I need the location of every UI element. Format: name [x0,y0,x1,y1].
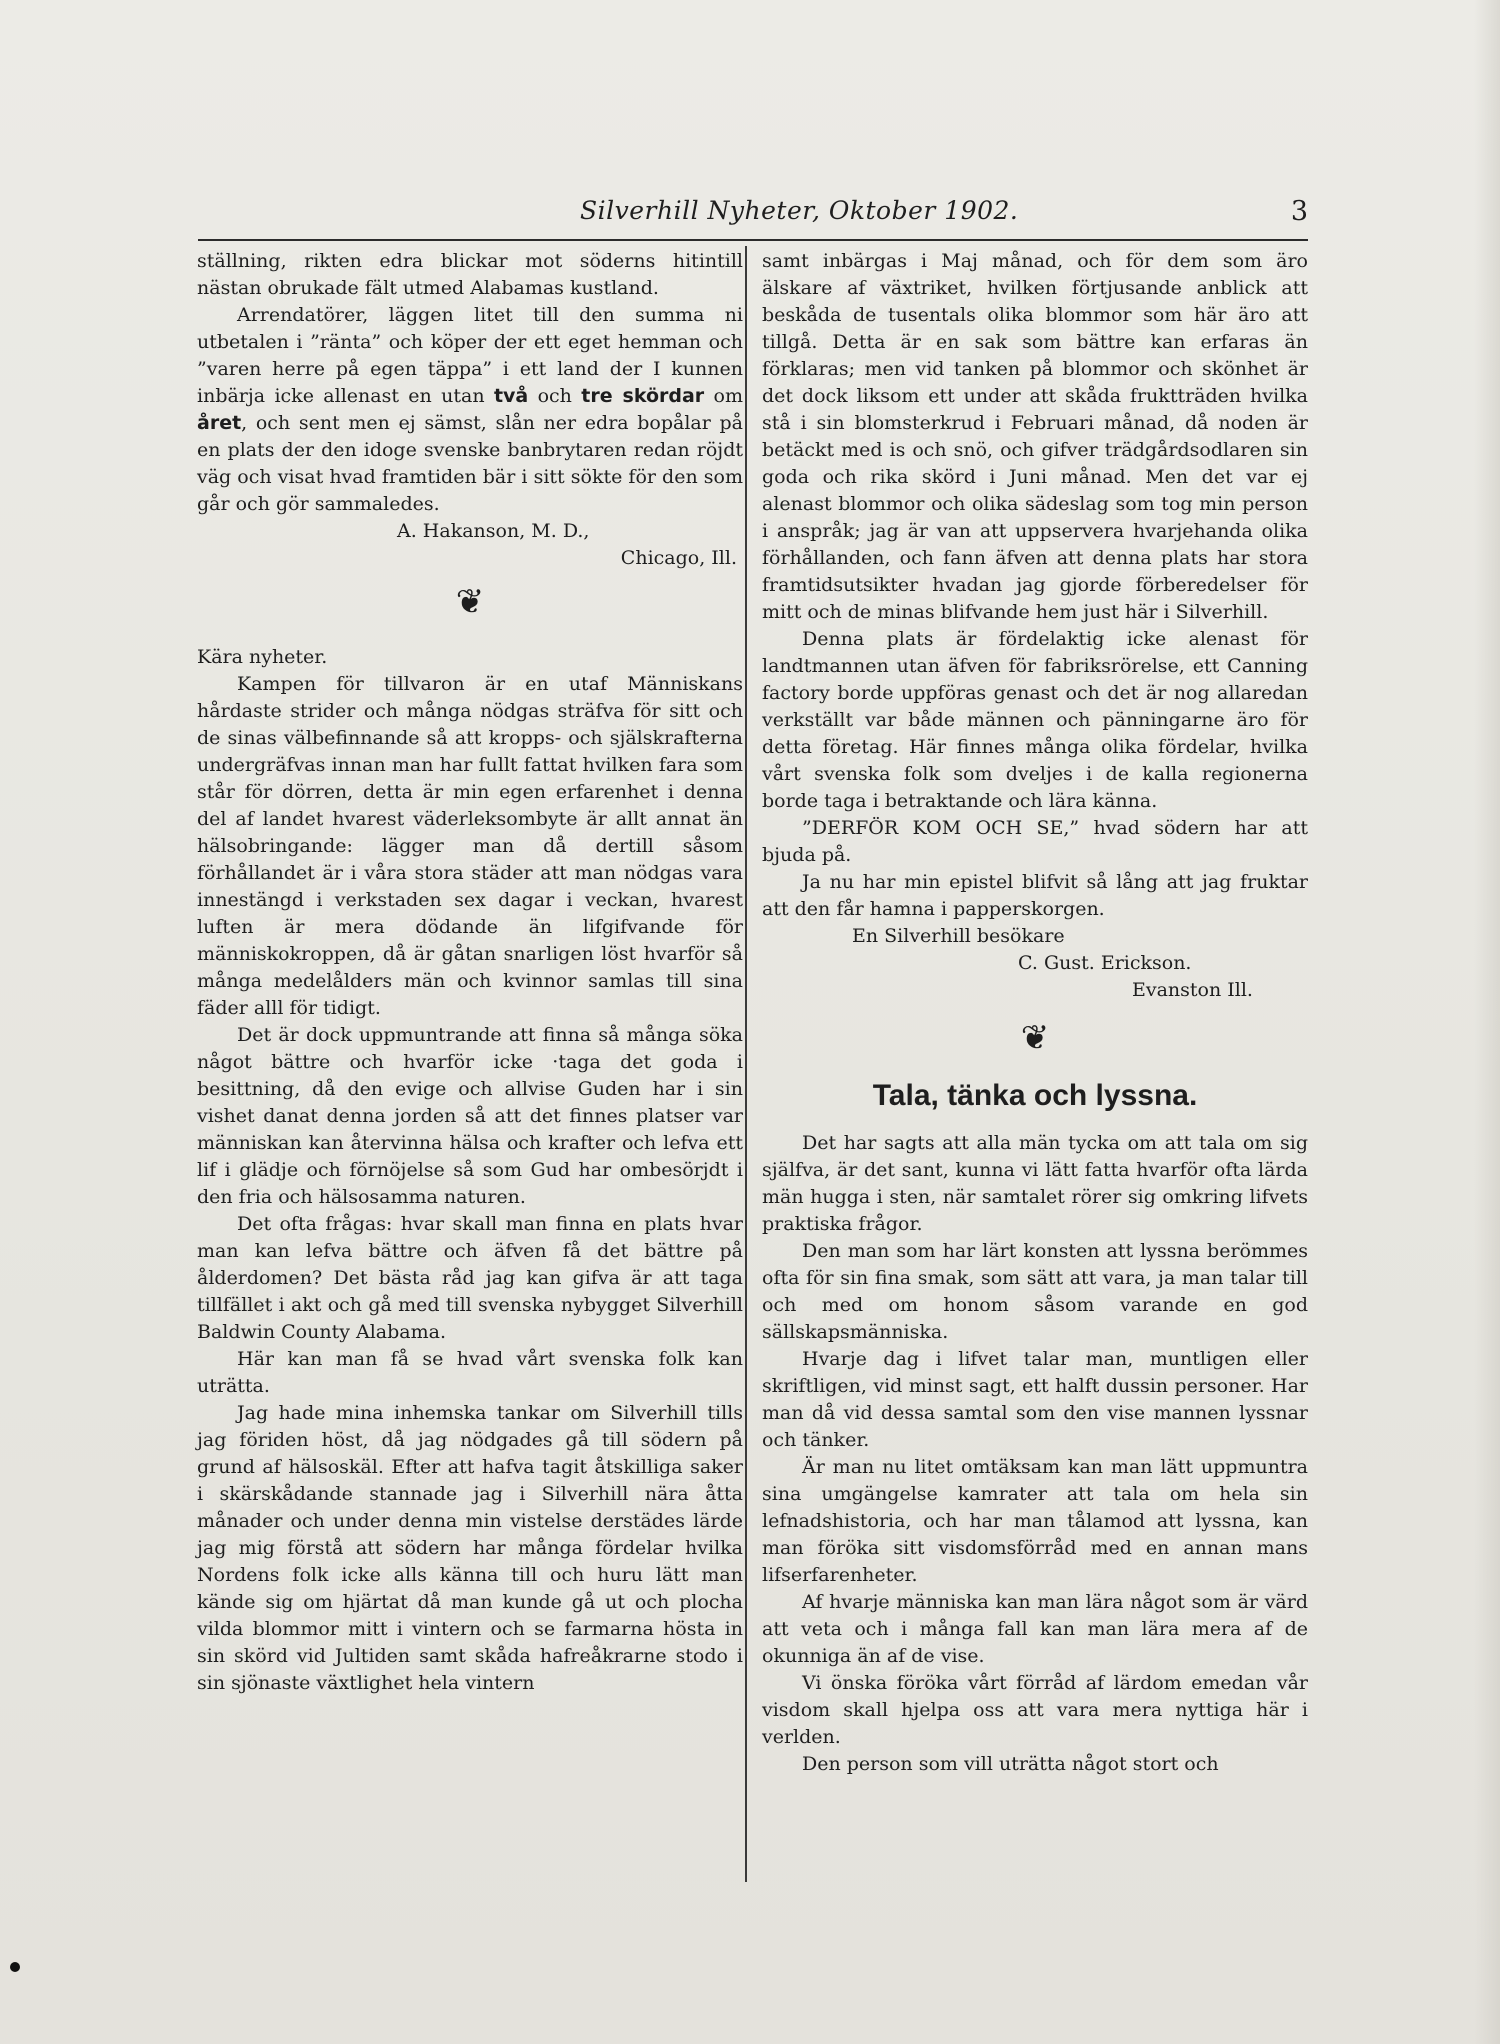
text-run: Arrendatörer, läggen litet till den summa ni utbetalen i ”ränta” och köper der ett eget hemman och ”varen herre på egen täppa” i ett land der I kunnen inbärja icke allenast en utan [197,304,743,407]
left-column [197,248,743,1697]
signature-name: C. Gust. Erickson. [1018,952,1192,974]
article-paragraph: samt inbärgas i Maj månad, och för dem som äro älskare af växtriket, hvilken förtjusande anblick att beskåda de tusentals olika blommor som här äro att tillgå. Detta är en sak som bättre kan erfaras än förklaras; men vid tanken på blommor och skönhet är det dock liksom ett under att skåda fruktträden hvilka stå i sin blomsterkrud i Februari månad, då noden är betäckt med is och snö, och gifver trädgårdsodlaren sin goda och rika skörd i Juni månad. Men det var ej alenast blommor och olika sädeslag som tog min person i anspråk; jag är van att uppservera hvarjehanda olika förhållanden, och fann äfven att denna plats har stora framtidsutsikter hvadan jag gjorde förberedelser för mitt och de minas blifvande hem just här i Silverhill. [762,250,1308,623]
article-paragraph: Ja nu har min epistel blifvit så lång att jag fruktar att den får hamna i papperskorgen. [762,871,1308,920]
article-paragraph [197,302,743,518]
text-run: och [528,385,582,407]
article-paragraph: Det är dock uppmuntrande att finna så många söka något bättre och hvarför icke ·taga det goda i besittning, då den evige och allvise Guden har i sin vishet danat denna jorden så att det finnes platser var människan kan återvinna hälsa och krafter och lefva ett lif i glädje och förnöjelse så som Gud har ombesörjdt i den fria och hälsosamma naturen. [197,1024,743,1208]
header-rule [198,239,1308,241]
column-divider [745,246,747,1882]
article-paragraph: Vi önska föröka vårt förråd af lärdom emedan vår visdom skall hjelpa oss att vara mera nyttiga här i verlden. [762,1672,1308,1748]
bold-text: året [197,412,242,434]
article-headline: Tala, tänka och lyssna. [872,1079,1198,1112]
running-head: Silverhill Nyheter, Oktober 1902. [580,196,1019,225]
article-paragraph: Den man som har lärt konsten att lyssna berömmes ofta för sin fina smak, som sätt att vara, ja man talar till och med om honom såsom varande en god sällskapsmänniska. [762,1240,1308,1343]
right-column [762,248,1308,1778]
article-paragraph: Det har sagts att alla män tycka om att tala om sig själfva, är det sant, kunna vi lätt fatta hvarför ofta lärda män hugga i sten, när samtalet rörer sig omkring lifvets praktiska frågor. [762,1132,1308,1235]
article-paragraph: Är man nu litet omtäksam kan man lätt uppmuntra sina umgängelse kamrater att tala om hela sin lefnadshistoria, och har man tålamod att lyssna, kan man föröka sitt visdomsförråd med en annan mans lifserfarenheter. [762,1456,1308,1586]
fleuron-icon: ❦ [455,582,485,622]
page-number: 3 [1290,196,1308,227]
article-paragraph: Det ofta frågas: hvar skall man finna en plats hvar man kan lefva bättre och äfven få det bättre på ålderdomen? Det bästa råd jag kan gifva är att taga tillfället i akt och gå med till svenska nybygget Silverhill Baldwin County Alabama. [197,1213,743,1343]
letter-greeting: Kära nyheter. [197,646,328,668]
article-paragraph: ställning, rikten edra blickar mot söderns hitintill nästan obrukade fält utmed Alabamas kustland. [197,250,743,299]
signature-line: En Silverhill besökare [852,925,1065,947]
bold-text: tre skördar [581,385,705,407]
text-run: , och sent men ej sämst, slån ner edra bopålar på en plats der den idoge svenske banbrytaren redan röjdt väg och visat hvad framtiden bär i sitt sökte för den som går och gör sammaledes. [197,412,743,515]
article-paragraph: Af hvarje människa kan man lära något som är värd att veta och i många fall kan man lära mera af de okunniga än af de vise. [762,1591,1308,1667]
article-paragraph: Här kan man få se hvad vårt svenska folk kan uträtta. [197,1348,743,1397]
text-run: om [704,385,743,407]
article-paragraph: Jag hade mina inhemska tankar om Silverhill tills jag föriden höst, då jag nödgades gå till södern på grund af hälsoskäl. Efter att hafva tagit åtskilliga saker i skärskådande stannade jag i Silverhill nära åtta månader och under denna min vistelse derstädes lärde jag mig förstå att södern har många fördelar hvilka Nordens folk icke alls känna till och huru lätt man kände sig om hjärtat då man kunde gå ut och plocha vilda blommor mitt i vintern och se farmarna hösta in sin skörd vid Jultiden samt skåda hafreåkrarne stodo i sin sjönaste växtlighet hela vintern [197,1402,743,1694]
signature-place: Chicago, Ill. [620,547,737,569]
article-paragraph: Den person som vill uträtta något stort och [802,1753,1219,1775]
article-paragraph: ”DERFÖR KOM OCH SE,” hvad södern har att bjuda på. [762,817,1308,866]
article-paragraph: Hvarje dag i lifvet talar man, muntligen eller skriftligen, vid minst sagt, ett halft dussin personer. Har man då vid dessa samtal som den vise mannen lyssnar och tänker. [762,1348,1308,1451]
signature-name: A. Hakanson, M. D., [397,520,590,542]
punch-hole-mark [10,1962,20,1972]
fleuron-icon: ❦ [1020,1018,1050,1058]
signature-place: Evanston Ill. [1132,979,1253,1001]
article-paragraph: Denna plats är fördelaktig icke alenast för landtmannen utan äfven för fabriksrörelse, ett Canning factory borde uppföras genast och det är nog allaredan verkställt var både männen och pänningarne äro för detta företag. Här finnes många olika fördelar, hvilka vårt svenska folk som dveljes i de kalla regionerna borde taga i betraktande och lära känna. [762,628,1308,812]
bold-text: två [493,385,529,407]
article-paragraph: Kampen för tillvaron är en utaf Människans hårdaste strider och många nödgas sträfva för sitt och de sinas välbefinnande så att kropps- och själskrafterna undergräfvas innan man har fullt fattat hvilken fara som står för dörren, detta är min egen erfarenhet i denna del af landet hvarest väderleksombyte är allt annat än hälsobringande: lägger man då dertill såsom förhållandet är i våra stora städer att man nödgas vara innestängd i verkstaden sex dagar i veckan, hvarest luften är mera dödande än lifgifvande för människokroppen, då är gåtan snarligen löst hvarför så många medelålders män och kvinnor samlas till sina fäder alll för tidigt. [197,673,743,1019]
page-header [200,196,1308,236]
